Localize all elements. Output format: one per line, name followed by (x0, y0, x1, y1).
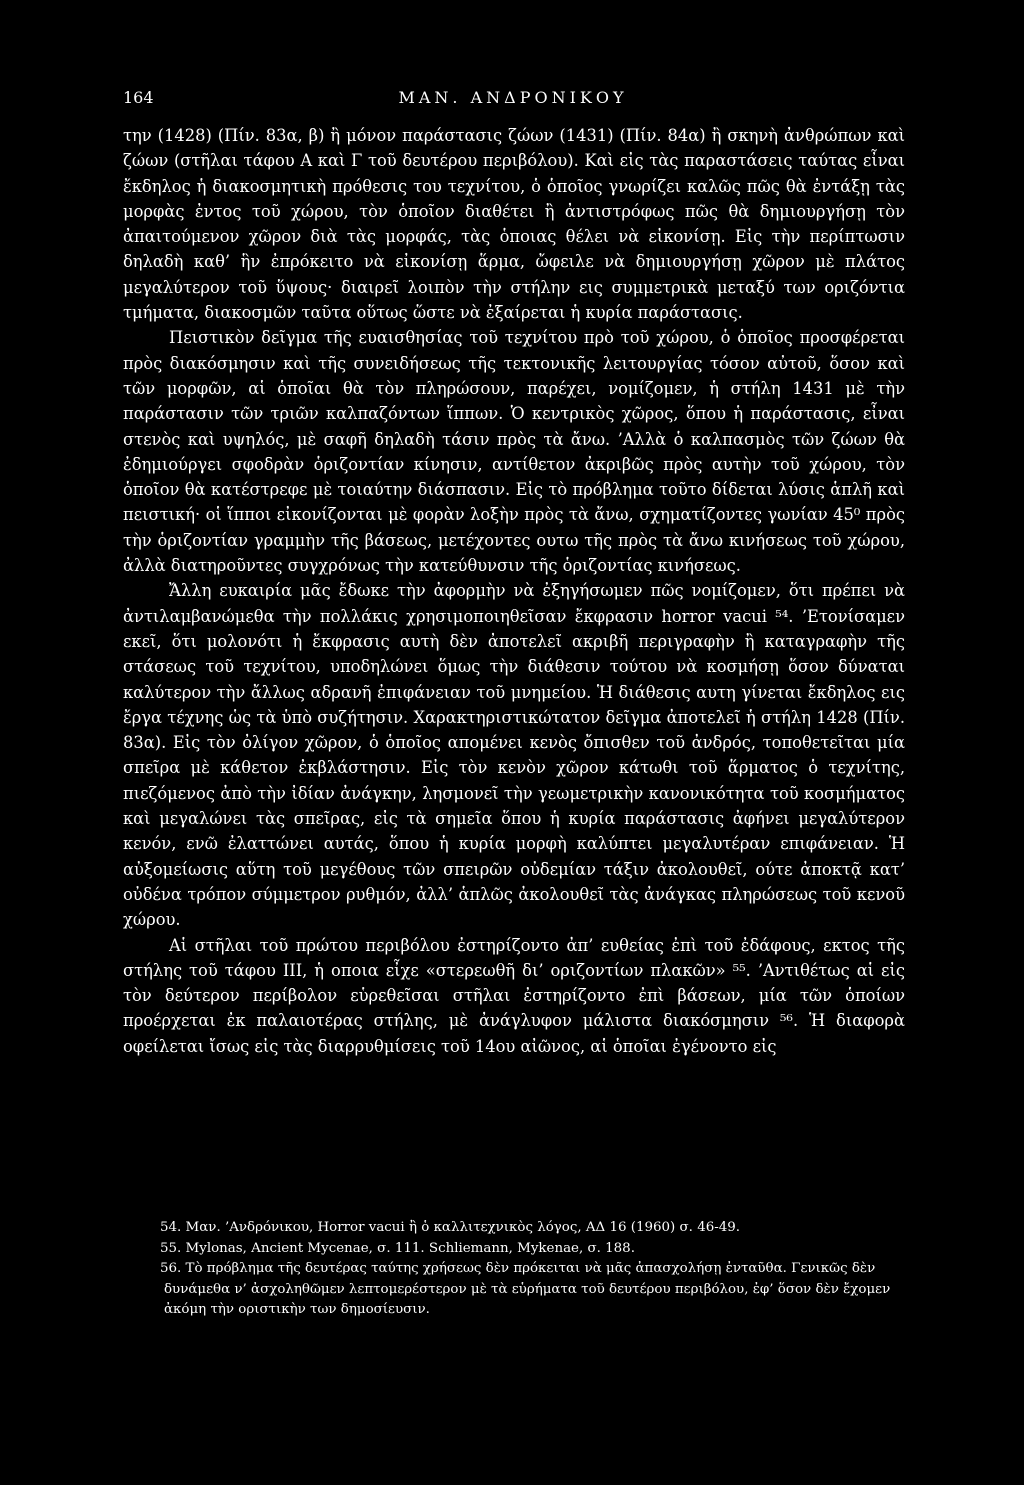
footnotes (123, 1218, 905, 1321)
paragraph: Αἱ στῆλαι τοῦ πρώτου περιβόλου ἐστηρίζοντο ἀπ’ ευθείας ἐπὶ τοῦ ἐδάφους, εκτος τῆς στήλης τοῦ τάφου III, ἡ οποια εἶχε «στερεωθῆ δι’ οριζοντίων πλακῶν» ⁵⁵. ’Αντιθέτως αἱ εἰς τὸν δεύτερον περίβολον εὑρεθεῖσαι στῆλαι ἐστηρίζοντο ἐπὶ βάσεων, μία τῶν ὁποίων προέρχεται ἐκ παλαιοτέρας στήλης, μὲ ἀνάγλυφον μάλιστα διακόσμησιν ⁵⁶. Ἡ διαφορὰ οφείλεται ἴσως εἰς τὰς διαρρυθμίσεις τοῦ 14ου αἰῶνος, αἱ ὁποῖαι ἐγένοντο εἰς (123, 935, 905, 1056)
footnote-56: 56. Τὸ πρόβλημα τῆς δευτέρας ταύτης χρήσεως δὲν πρόκειται νὰ μᾶς ἀπασχολήσῃ ἐνταῦθα. Γενικῶς δὲν δυνάμεθα ν’ ἀσχοληθῶμεν λεπτομερέστερον μὲ τὰ εὑρήματα τοῦ δευτέρου περιβόλου, ἐφ’ ὅσον δὲν ἔχομεν ἀκόμη τὴν οριστικὴν των δημοσίευσιν. (160, 1261, 891, 1317)
page-number: 164 (123, 88, 154, 107)
footnote-55: 55. Mylonas, Ancient Mycenae, σ. 111. Schliemann, Mykenae, σ. 188. (160, 1240, 635, 1256)
main-text (123, 123, 905, 1059)
page-header (123, 88, 903, 112)
paragraph: την (1428) (Πίν. 83α, β) ἢ μόνον παράστασις ζώων (1431) (Πίν. 84α) ἢ σκηνὴ ἀνθρώπων καὶ ζώων (στῆλαι τάφου Α καὶ Γ τοῦ δευτέρου περιβόλου). Καὶ εἰς τὰς παραστάσεις ταύτας εἶναι ἔκδηλος ἡ διακοσμητικὴ πρόθεσις του τεχνίτου, ὁ ὁποῖος γνωρίζει καλῶς πῶς θὰ ἐντάξῃ τὰς μορφὰς ἐντος τοῦ χώρου, τὸν ὁποῖον διαθέτει ἢ ἀντιστρόφως πῶς θὰ δημιουργήσῃ τὸν ἀπαιτούμενον χῶρον διὰ τὰς μορφάς, τὰς ὁποιας θέλει νὰ εἰκονίσῃ. Εἰς τὴν περίπτωσιν δηλαδὴ καθ’ ἣν ἐπρόκειτο νὰ εἰκονίσῃ ἅρμα, ὤφειλε νὰ δημιουργήσῃ χῶρον μὲ πλάτος μεγαλύτερον τοῦ ὕψους· διαιρεῖ λοιπὸν τὴν στήλην εις συμμετρικὰ μεταξύ των οριζόντια τμήματα, διακοσμῶν ταῦτα οὕτως ὥστε νὰ ἐξαίρεται ἡ κυρία παράστασις. (123, 126, 905, 323)
footnote-54: 54. Μαν. ’Ανδρόνικου, Horror vacui ἢ ὁ καλλιτεχνικὸς λόγος, ΑΔ 16 (1960) σ. 46-49. (160, 1220, 741, 1235)
paragraph: Πειστικὸν δεῖγμα τῆς ευαισθησίας τοῦ τεχνίτου πρὸ τοῦ χώρου, ὁ ὁποῖος προσφέρεται πρὸς διακόσμησιν καὶ τῆς συνειδήσεως τῆς τεκτονικῆς λειτουργίας τόσον αὐτοῦ, ὅσον καὶ τῶν μορφῶν, αἱ ὁποῖαι θὰ τὸν πληρώσουν, παρέχει, νομίζομεν, ἡ στήλη 1431 μὲ τὴν παράστασιν τῶν τριῶν καλπαζόντων ἵππων. Ὁ κεντρικὸς χῶρος, ὅπου ἡ παράστασις, εἶναι στενὸς καὶ υψηλός, μὲ σαφῆ δηλαδὴ τάσιν πρὸς τὰ ἄνω. ’Αλλὰ ὁ καλπασμὸς τῶν ζώων θὰ ἐδημιούργει σφοδρὰν ὁριζοντίαν κίνησιν, αντίθετον ἀκριβῶς πρὸς αυτὴν τοῦ χώρου, τὸν ὁποῖον θὰ κατέστρεφε μὲ τοιαύτην διάσπασιν. Εἰς τὸ πρόβλημα τοῦτο δίδεται λύσις ἁπλῆ καὶ πειστική· οἱ ἵπποι εἰκονίζονται μὲ φορὰν λοξὴν πρὸς τὰ ἄνω, σχηματίζοντες γωνίαν 45⁰ πρὸς τὴν ὁριζοντίαν γραμμὴν τῆς βάσεως, μετέχοντες ουτω τῆς πρὸς τὰ ἄνω κινήσεως τοῦ χώρου, ἀλλὰ διατηροῦντες συγχρόνως τὴν κατεύθυνσιν τῆς ὁριζοντίας κινήσεως. (123, 328, 905, 576)
paragraph: Ἄλλη ευκαιρία μᾶς ἔδωκε τὴν ἀφορμὴν νὰ ἐξηγήσωμεν πῶς νομίζομεν, ὅτι πρέπει νὰ ἀντιλαμβανώμεθα τὴν πολλάκις χρησιμοποιηθεῖσαν ἔκφρασιν horror vacui ⁵⁴. ’Ετονίσαμεν εκεῖ, ὅτι μολονότι ἡ ἔκφρασις αυτὴ δὲν ἀποτελεῖ ακριβῆ περιγραφὴν ἢ καταγραφὴν τῆς στάσεως τοῦ τεχνίτου, υποδηλώνει ὅμως τὴν διάθεσιν τούτου νὰ κοσμήσῃ ὅσον δύναται καλύτερον τὴν ἄλλως αδρανῆ ἐπιφάνειαν τοῦ μνημείου. Ἡ διάθεσις αυτη γίνεται ἔκδηλος εις ἔργα τέχνης ὡς τὰ ὑπὸ συζήτησιν. Χαρακτηριστικώτατον δεῖγμα ἀποτελεῖ ἡ στήλη 1428 (Πίν. 83α). Εἰς τὸν ὀλίγον χῶρον, ὁ ὁποῖος απομένει κενὸς ὄπισθεν τοῦ ἀνδρός, τοποθετεῖται μία σπεῖρα μὲ κάθετον ἐκβλάστησιν. Εἰς τὸν κενὸν χῶρον κάτωθι τοῦ ἅρματος ὁ τεχνίτης, πιεζόμενος ἀπὸ τὴν ἰδίαν ἀνάγκην, λησμονεῖ τὴν γεωμετρικὴν κανονικότητα τοῦ κοσμήματος καὶ μεγαλώνει τὰς σπεῖρας, εἰς τὰ σημεῖα ὅπου ἡ κυρία παράστασις ἀφήνει μεγαλύτερον κενόν, ενῶ ἐλαττώνει αυτάς, ὅπου ἡ κυρία μορφὴ καλύπτει μεγαλυτέραν επιφάνειαν. Ἡ αὐξομείωσις αὕτη τοῦ μεγέθους τῶν σπειρῶν οὐδεμίαν τάξιν ἀκολουθεῖ, ούτε ἀποκτᾷ κατ’ οὐδένα τρόπον σύμμετρον ρυθμόν, ἀλλ’ ἁπλῶς ἀκολουθεῖ τὰς ἀνάγκας πληρώσεως τοῦ κενοῦ χώρου. (123, 581, 905, 930)
running-title: ΜΑΝ. ΑΝΔΡΟΝΙΚΟΥ (398, 88, 628, 107)
